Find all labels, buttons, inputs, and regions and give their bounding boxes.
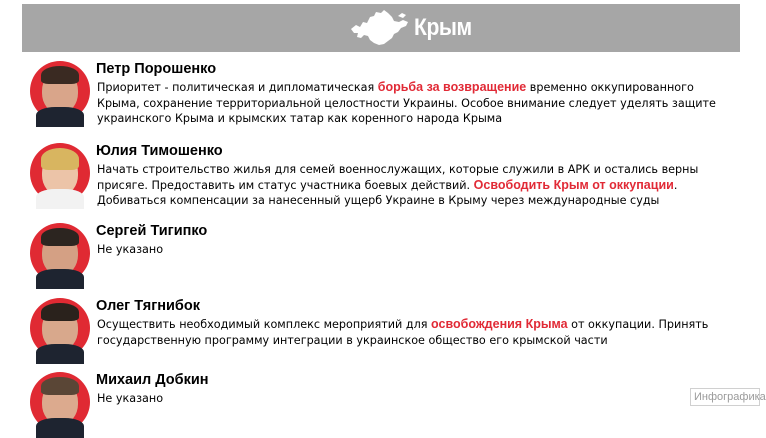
avatar [30,223,90,283]
candidate-name: Петр Порошенко [96,61,217,77]
candidate-description: Начать строительство жилья для семей военнослужащих, которые служили в АРК и остались верны присяге. Предоставить им статус участника боевых действий. Освободить Крым от оккупации. Добиваться компенсации за нанесенный ущерб Украине в Крыму через международные суды [97,163,699,207]
candidate-name: Юлия Тимошенко [96,143,223,159]
avatar [30,143,90,203]
avatar [30,61,90,121]
candidate-description: Не указано [97,243,164,256]
candidate-description: Приоритет - политическая и дипломатическая борьба за возвращение временно оккупированного Крыма, сохранение территориальной целостности Украины. Особое внимание следует уделять защите украинского Крыма и крымских татар как коренного народа Крыма [97,80,716,125]
highlight-text: борьба за возвращение [377,80,527,94]
avatar [30,372,90,432]
candidate-name: Олег Тягнибок [96,298,200,314]
highlight-text: Освободить Крым от оккупации [473,177,674,192]
header-bar [22,4,740,52]
candidate-description: Осуществить необходимый комплекс мероприятий для освобождения Крыма от оккупации. Принять государственную программу интеграции в украинское общество его крымской части [97,317,709,347]
candidate-name: Сергей Тигипко [96,223,208,239]
candidate-description: Не указано [97,392,164,405]
crimea-map-icon [348,7,410,49]
candidate-name: Михаил Добкин [96,372,209,388]
page-title: Крым [414,14,472,41]
infographic-watermark[interactable]: Инфографика [690,388,760,406]
highlight-text: освобождения Крыма [431,317,568,331]
avatar [30,298,90,358]
